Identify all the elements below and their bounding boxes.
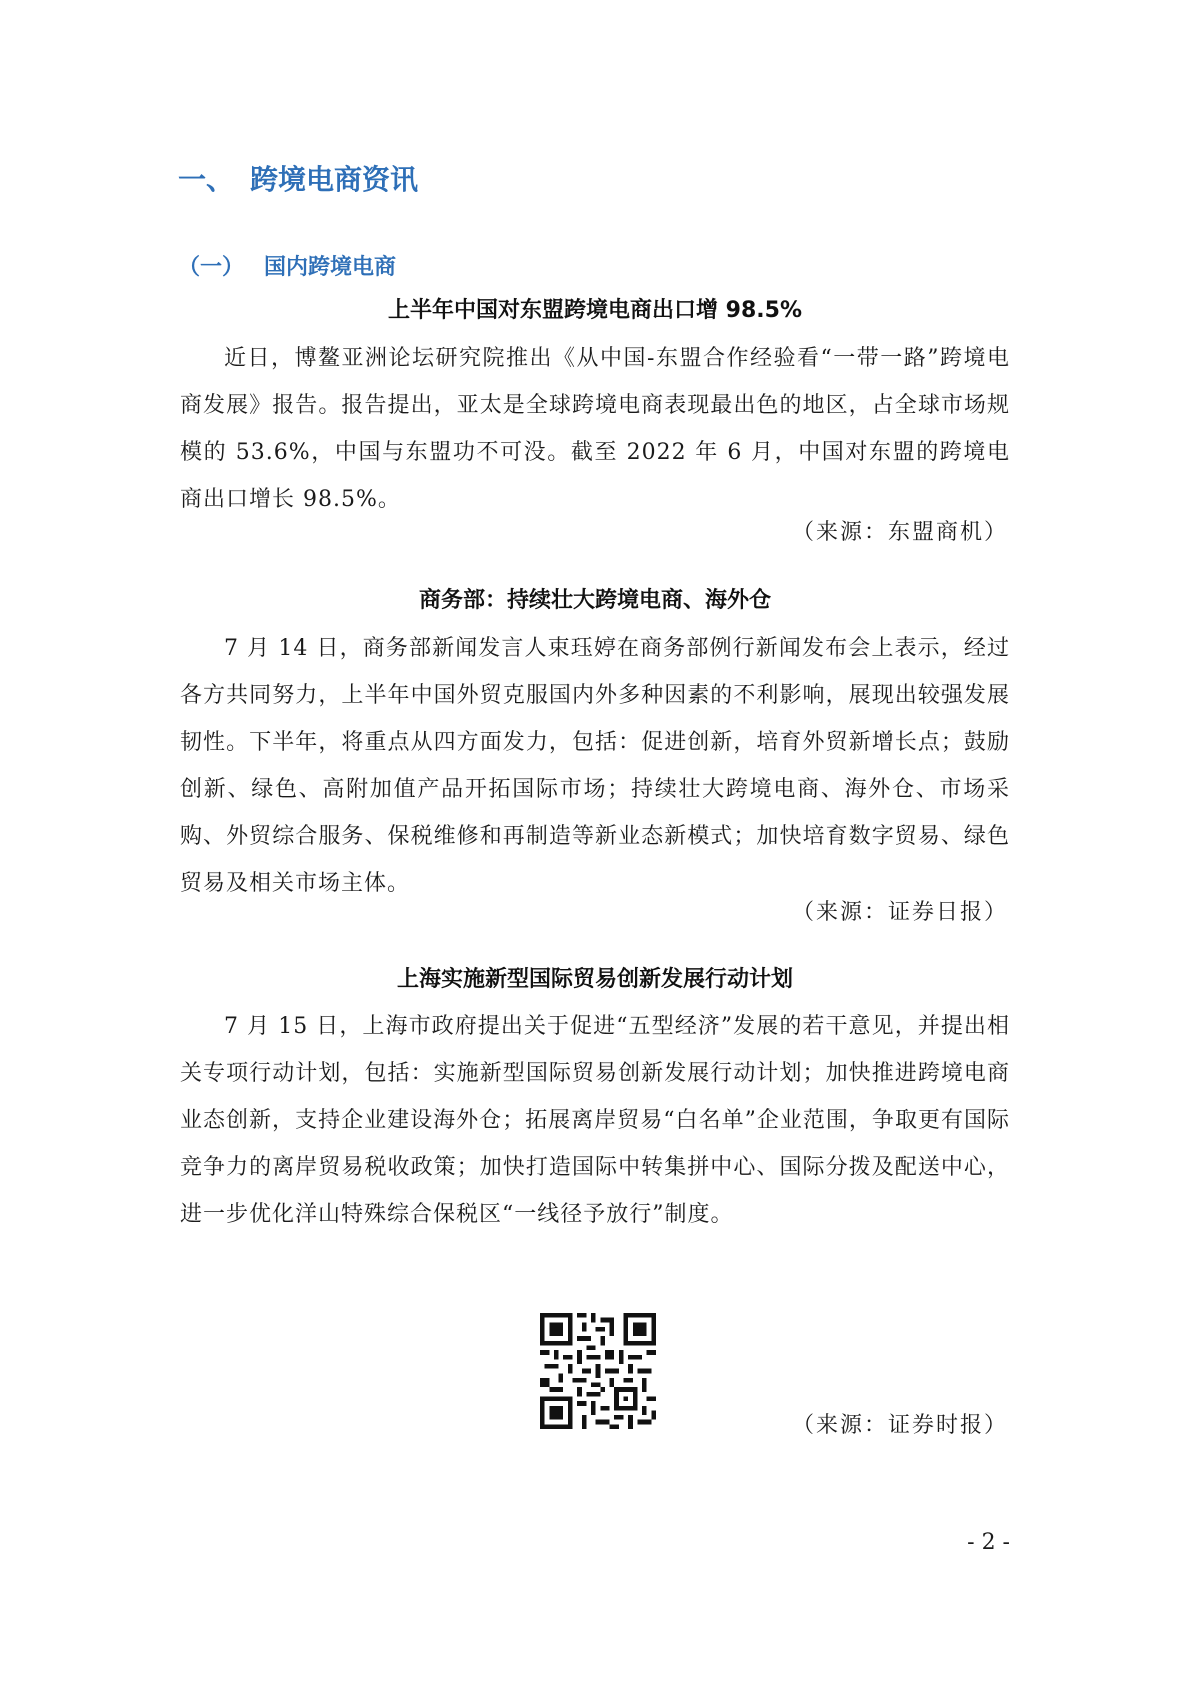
qr-code-icon xyxy=(540,1313,656,1429)
article-body: 7 月 15 日，上海市政府提出关于促进“五型经济”发展的若干意见，并提出相关专项行动计划，包括：实施新型国际贸易创新发展行动计划；加快推进跨境电商业态创新，支持企业建设海外仓；拓展离岸贸易“白名单”企业范围，争取更有国际竞争力的离岸贸易税收政策；加快打造国际中转集拼中心、国际分拨及配送中心，进一步优化洋山特殊综合保税区“一线径予放行”制度。 xyxy=(180,1014,1010,1227)
section-number: 一、 xyxy=(178,163,235,196)
article-source: （来源：证券时报） xyxy=(791,1413,1008,1438)
subsection-number: （一） xyxy=(178,255,245,280)
article-body: 近日，博鳌亚洲论坛研究院推出《从中国-东盟合作经验看“一带一路”跨境电商发展》报告。报告提出，亚太是全球跨境电商表现最出色的地区，占全球市场规模的 53.6%，中国与东盟功不可没。截至 2022 年 6 月，中国对东盟的跨境电商出口增长 98.5%。 xyxy=(180,346,1010,512)
section-title: 跨境电商资讯 xyxy=(250,163,419,196)
article-title: 商务部：持续壮大跨境电商、海外仓 xyxy=(418,588,771,613)
article-title: 上海实施新型国际贸易创新发展行动计划 xyxy=(396,967,793,992)
page-number: - 2 - xyxy=(967,1530,1010,1555)
article-source: （来源：证券日报） xyxy=(791,900,1008,925)
article-source: （来源：东盟商机） xyxy=(791,520,1008,545)
section-heading xyxy=(178,158,418,198)
subsection-title: 国内跨境电商 xyxy=(264,255,397,280)
subsection-heading xyxy=(178,250,396,281)
article-title: 上半年中国对东盟跨境电商出口增 98.5% xyxy=(388,298,802,323)
article-body: 7 月 14 日，商务部新闻发言人束珏婷在商务部例行新闻发布会上表示，经过各方共同努力，上半年中国外贸克服国内外多种因素的不利影响，展现出较强发展韧性。下半年，将重点从四方面发力，包括：促进创新，培育外贸新增长点；鼓励创新、绿色、高附加值产品开拓国际市场；持续壮大跨境电商、海外仓、市场采购、外贸综合服务、保税维修和再制造等新业态新模式；加快培育数字贸易、绿色贸易及相关市场主体。 xyxy=(180,636,1010,896)
